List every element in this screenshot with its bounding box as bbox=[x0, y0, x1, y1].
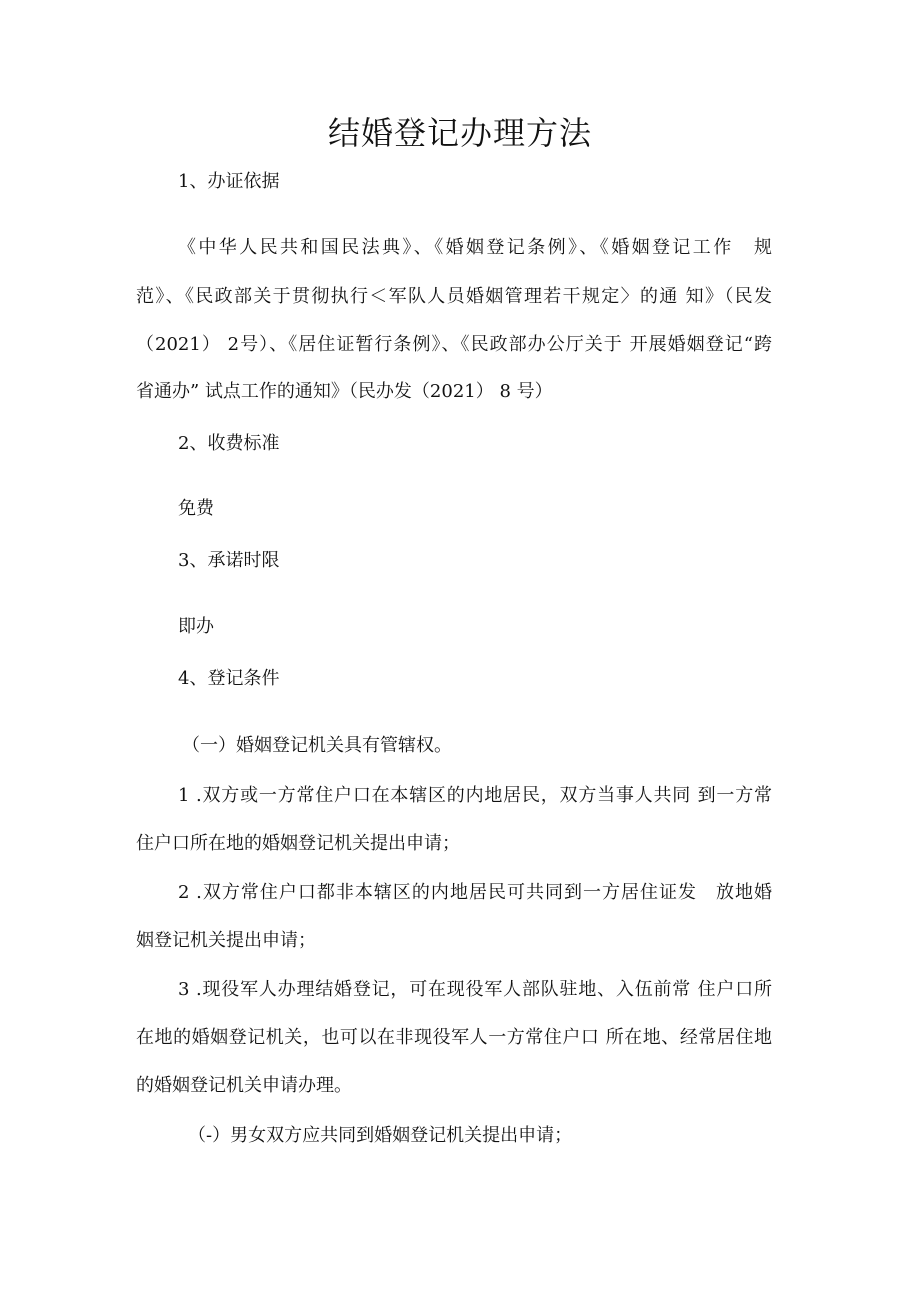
list-item-3-line: 的婚姻登记机关申请办理。 bbox=[136, 1075, 352, 1096]
section-4-subheading: （-）男女双方应共同到婚姻登记机关提出申请； bbox=[188, 1125, 573, 1146]
section-3-body: 即办 bbox=[178, 616, 214, 637]
section-1-body-line: 省通办” 试点工作的通知》（民办发（2021） 8 号） bbox=[136, 381, 553, 402]
section-2-body: 免费 bbox=[178, 498, 214, 519]
section-4-subheading: （一）婚姻登记机关具有管辖权。 bbox=[182, 735, 452, 756]
section-1-body-line: 范》、《民政部关于贯彻执行＜军队人员婚姻管理若干规定〉的通 知》（民发 bbox=[136, 286, 772, 307]
section-4-heading: 4、登记条件 bbox=[178, 668, 280, 689]
list-item-2-line: 姻登记机关提出申请； bbox=[136, 930, 316, 951]
list-item-3-line: 3 .现役军人办理结婚登记，可在现役军人部队驻地、入伍前常 住户口所 bbox=[178, 979, 772, 1000]
section-2-heading: 2、收费标准 bbox=[178, 433, 280, 454]
list-item-2-line: 2 .双方常住户口都非本辖区的内地居民可共同到一方居住证发 放地婚 bbox=[178, 882, 772, 903]
section-1-body-line: （2021） 2号）、《居住证暂行条例》、《民政部办公厅关于 开展婚姻登记“跨 bbox=[136, 334, 772, 355]
section-3-heading: 3、承诺时限 bbox=[178, 550, 280, 571]
section-1-body-line: 《中华人民共和国民法典》、《婚姻登记条例》、《婚姻登记工作 规 bbox=[178, 237, 772, 258]
list-item-1-line: 1 .双方或一方常住户口在本辖区的内地居民，双方当事人共同 到一方常 bbox=[178, 785, 772, 806]
list-item-1-line: 住户口所在地的婚姻登记机关提出申请； bbox=[136, 833, 460, 854]
list-item-3-line: 在地的婚姻登记机关，也可以在非现役军人一方常住户口 所在地、经常居住地 bbox=[136, 1027, 772, 1048]
document-title: 结婚登记办理方法 bbox=[327, 114, 592, 152]
section-1-heading: 1、办证依据 bbox=[178, 171, 280, 192]
